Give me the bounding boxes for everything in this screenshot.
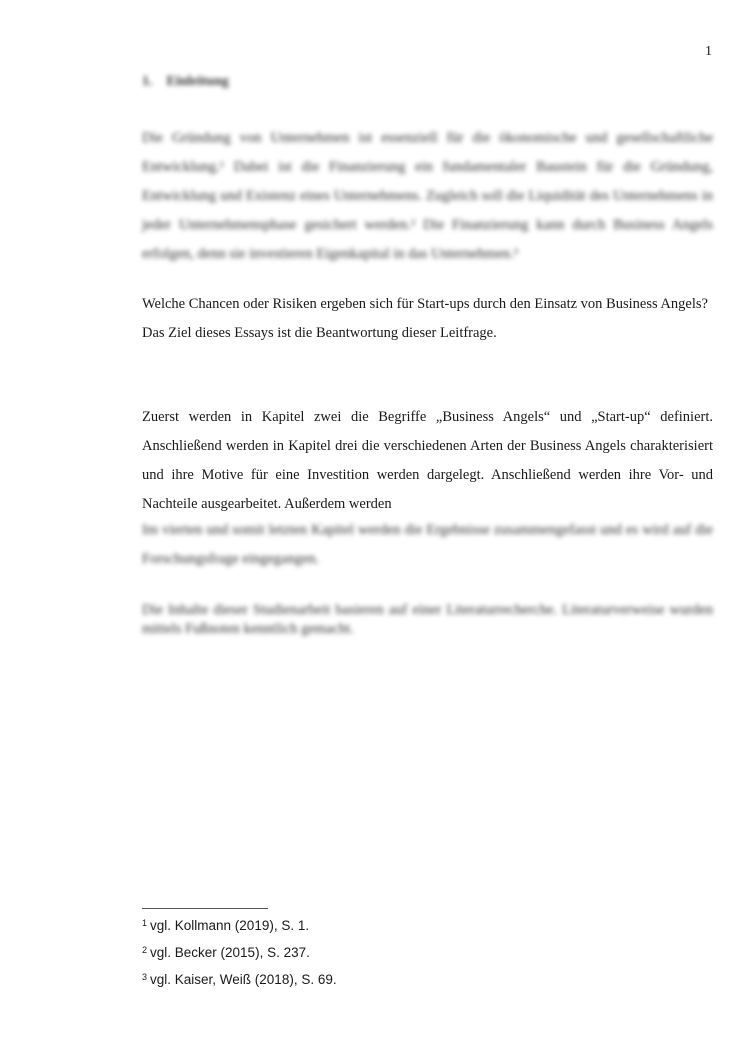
structure-paragraph: Zuerst werden in Kapitel zwei die Begriffe „Business Angels“ und „Start-up“ definiert. Anschließend werden in Kapitel drei die verschiedenen Arten der Business Angels charakterisiert und ihre Motive für eine Investition werden dargelegt. Anschließend werden ihre Vor- und Nachteile ausgearbeitet. Außerdem werden xyxy=(142,409,713,512)
footnote-2 xyxy=(142,945,310,960)
intro-paragraph: Die Gründung von Unternehmen ist essenziell für die ökonomische und gesellschaftliche Entwicklung.¹ Dabei ist die Finanzierung ein fundamentaler Baustein für die Gründung, Entwicklung und Existenz eines Unternehmens. Zugleich soll die Liquidität des Unternehmens in jeder Unternehmensphase gesichert werden.² Die Finanzierung kann durch Business Angels erfolgen, denn sie investieren Eigenkapital in das Unternehmen.³ xyxy=(142,130,713,262)
research-question: Welche Chancen oder Risiken ergeben sich für Start-ups durch den Einsatz von Business Angels? xyxy=(142,296,708,312)
section-title: Einleitung xyxy=(166,74,229,89)
footnote-separator xyxy=(142,908,268,909)
research-question-paragraph xyxy=(142,290,713,348)
footnote-marker: 3 xyxy=(142,972,148,982)
footnote-1 xyxy=(142,918,309,933)
section-heading xyxy=(142,74,229,90)
footnote-marker: 2 xyxy=(142,945,148,955)
methodology-paragraph: Die Inhalte dieser Studienarbeit basieren auf einer Literaturrecherche. Literaturverweise wurden mittels Fußnoten kenntlich gemacht. xyxy=(142,602,713,637)
footnote-marker: 1 xyxy=(142,918,148,928)
section-number: 1. xyxy=(142,74,153,89)
footnote-text: vgl. Becker (2015), S. 237. xyxy=(150,945,310,960)
footnote-3 xyxy=(142,972,337,987)
page-number: 1 xyxy=(705,44,712,59)
essay-goal: Das Ziel dieses Essays ist die Beantwortung dieser Leitfrage. xyxy=(142,325,497,341)
structure-paragraph-continued: Im vierten und somit letzten Kapitel werden die Ergebnisse zusammengefasst und es wird auf die Forschungsfrage eingegangen. xyxy=(142,522,713,567)
footnote-text: vgl. Kollmann (2019), S. 1. xyxy=(150,918,310,933)
footnote-text: vgl. Kaiser, Weiß (2018), S. 69. xyxy=(150,972,337,987)
